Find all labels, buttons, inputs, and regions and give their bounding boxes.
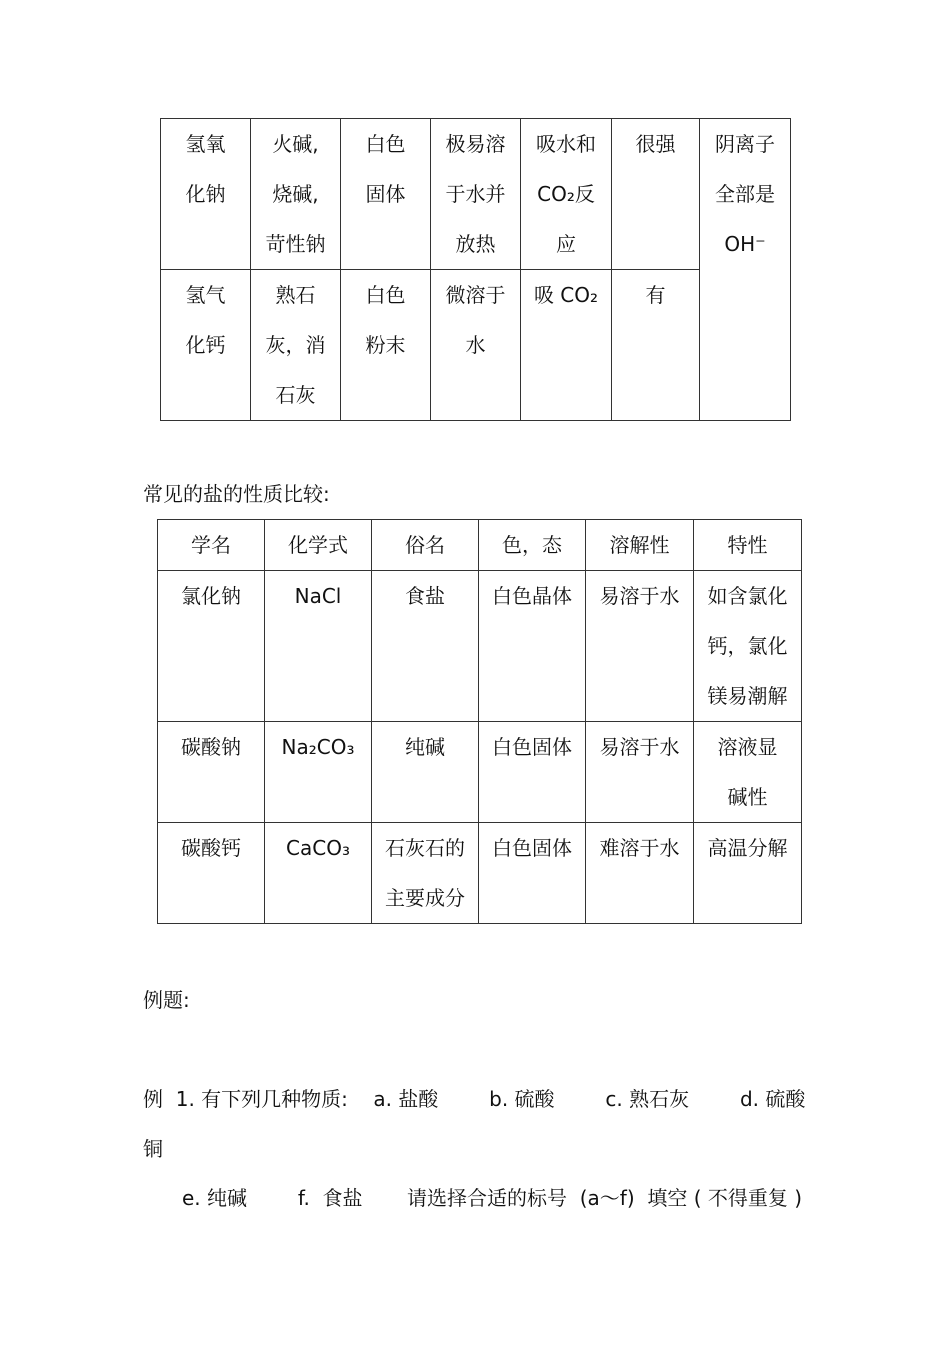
header-cell-property: 特性 <box>694 520 802 571</box>
table-cell: 溶液显 碱性 <box>694 722 802 823</box>
table-cell: 碳酸钠 <box>158 722 265 823</box>
table-cell: 易溶于水 <box>586 722 694 823</box>
table-cell: 氯化钠 <box>158 571 265 722</box>
table-cell: 氢氧 化钠 <box>161 119 251 270</box>
table-cell: 火碱, 烧碱, 苛性钠 <box>251 119 341 270</box>
table-cell: 极易溶 于水并 放热 <box>431 119 521 270</box>
table-cell: 氢气 化钙 <box>161 270 251 421</box>
table-cell-merged: 阴离子 全部是 OH⁻ <box>700 119 791 421</box>
example-question-line-2: 铜 <box>143 1137 163 1161</box>
table-header-row <box>158 520 802 571</box>
table-row <box>161 119 791 270</box>
table-row <box>158 722 802 823</box>
table-cell: 很强 <box>612 119 700 270</box>
table-row <box>158 823 802 924</box>
header-cell-solubility: 溶解性 <box>586 520 694 571</box>
table-cell: 白色固体 <box>479 722 586 823</box>
table-cell: 难溶于水 <box>586 823 694 924</box>
example-question-line-3: e. 纯碱 f. 食盐 请选择合适的标号 (a～f) 填空 ( 不得重复 ) <box>182 1186 803 1210</box>
table-cell: 如含氯化 钙，氯化 镁易潮解 <box>694 571 802 722</box>
table-cell: 易溶于水 <box>586 571 694 722</box>
header-cell-formula: 化学式 <box>265 520 372 571</box>
header-cell-name: 学名 <box>158 520 265 571</box>
alkali-table <box>160 118 791 421</box>
salt-table <box>157 519 802 924</box>
table-row <box>161 270 791 421</box>
table-cell: 吸水和 CO₂反 应 <box>521 119 612 270</box>
table-cell: 白色 粉末 <box>341 270 431 421</box>
table-cell: 有 <box>612 270 700 421</box>
table-cell: Na₂CO₃ <box>265 722 372 823</box>
table-row <box>158 571 802 722</box>
header-cell-common: 俗名 <box>372 520 479 571</box>
table-cell: 碳酸钙 <box>158 823 265 924</box>
table-cell: 纯碱 <box>372 722 479 823</box>
table-cell: CaCO₃ <box>265 823 372 924</box>
table-cell: 吸 CO₂ <box>521 270 612 421</box>
table-cell: 微溶于 水 <box>431 270 521 421</box>
table-cell: 白色固体 <box>479 823 586 924</box>
table-cell: 白色晶体 <box>479 571 586 722</box>
header-cell-state: 色，态 <box>479 520 586 571</box>
table-cell: 白色 固体 <box>341 119 431 270</box>
salt-section-heading: 常见的盐的性质比较: <box>143 482 330 506</box>
example-heading: 例题: <box>143 988 190 1012</box>
table-cell: 熟石 灰，消 石灰 <box>251 270 341 421</box>
example-question-line-1: 例 1. 有下列几种物质: a. 盐酸 b. 硫酸 c. 熟石灰 d. 硫酸 <box>143 1087 806 1111</box>
table-cell: 石灰石的 主要成分 <box>372 823 479 924</box>
table-cell: 食盐 <box>372 571 479 722</box>
table-cell: 高温分解 <box>694 823 802 924</box>
table-cell: NaCl <box>265 571 372 722</box>
